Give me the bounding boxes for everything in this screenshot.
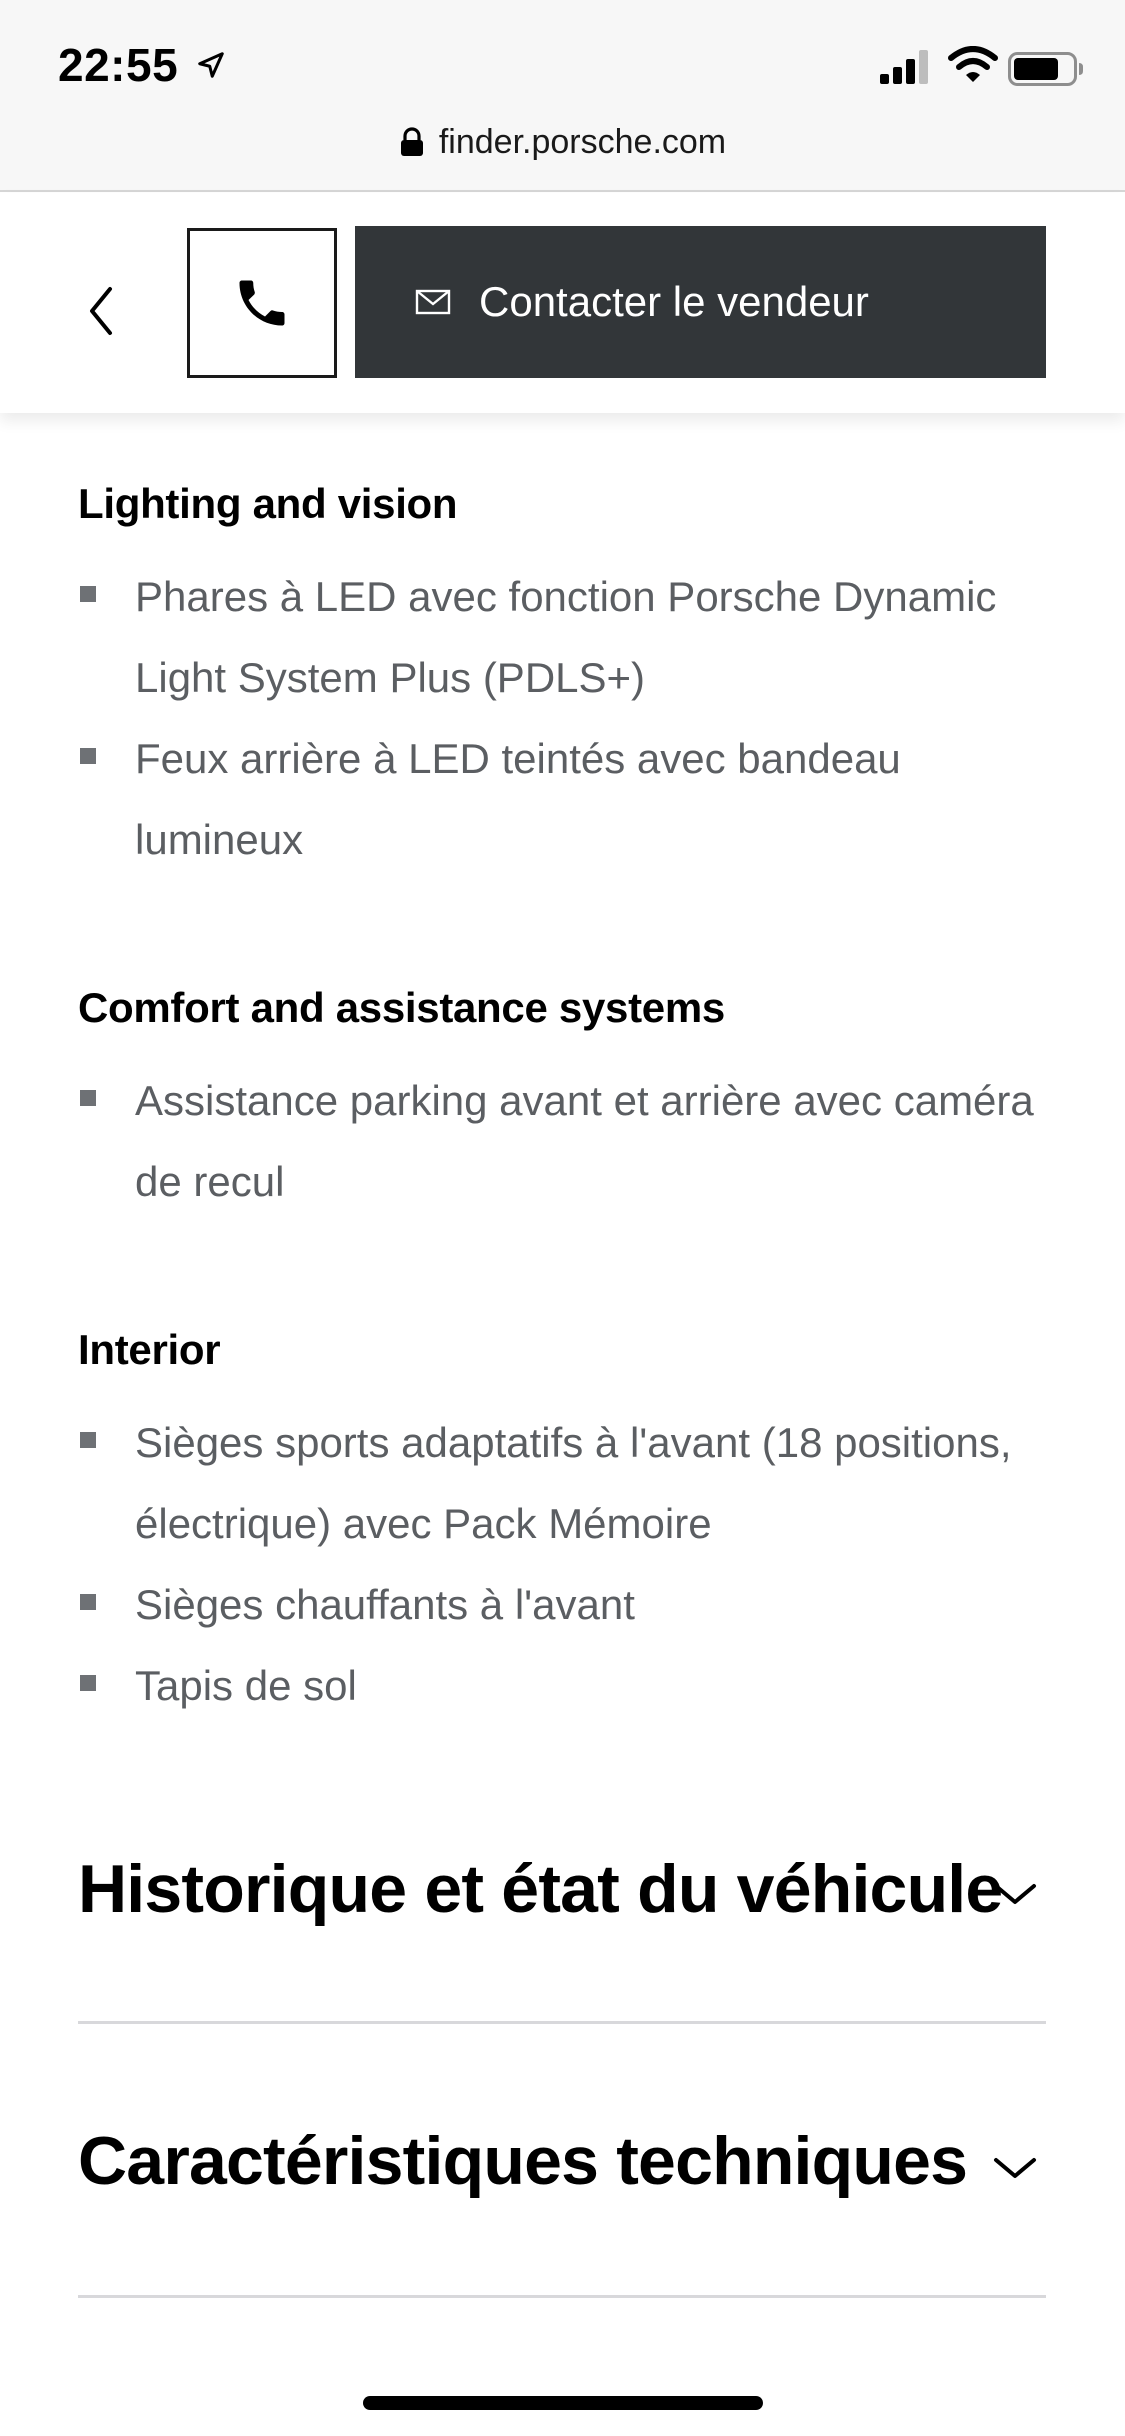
bullet-icon bbox=[80, 748, 96, 764]
section-interior bbox=[78, 1326, 1046, 1726]
contact-seller-button[interactable] bbox=[355, 226, 1046, 378]
section-title: Lighting and vision bbox=[78, 480, 458, 527]
list-item: Assistance parking avant et arrière avec caméra de recul bbox=[78, 1060, 1046, 1222]
contact-seller-label: Contacter le vendeur bbox=[479, 278, 869, 325]
address-bar[interactable] bbox=[0, 118, 1125, 166]
lock-icon bbox=[399, 127, 425, 157]
bullet-icon bbox=[80, 586, 96, 602]
feature-list bbox=[78, 1060, 1046, 1222]
action-header bbox=[0, 193, 1125, 413]
bullet-icon bbox=[80, 1594, 96, 1610]
section-title: Comfort and assistance systems bbox=[78, 984, 725, 1031]
chevron-down-icon bbox=[992, 2154, 1038, 2182]
section-title: Interior bbox=[78, 1326, 221, 1373]
location-arrow-icon bbox=[196, 50, 226, 80]
status-time: 22:55 bbox=[58, 39, 179, 91]
accordion-title: Caractéristiques techniques bbox=[78, 2123, 968, 2199]
bullet-icon bbox=[80, 1432, 96, 1448]
section-lighting bbox=[78, 480, 1046, 880]
list-item: Tapis de sol bbox=[78, 1645, 1046, 1726]
call-button[interactable] bbox=[187, 228, 337, 378]
accordion-vehicle-history[interactable] bbox=[78, 1780, 1046, 2024]
home-indicator[interactable] bbox=[363, 2396, 763, 2410]
chevron-down-icon bbox=[992, 1880, 1038, 1908]
list-item: Phares à LED avec fonction Porsche Dynamic Light System Plus (PDLS+) bbox=[78, 556, 1046, 718]
cellular-signal-icon bbox=[880, 50, 932, 84]
accordion-technical-specs[interactable] bbox=[78, 2024, 1046, 2298]
list-item: Sièges sports adaptatifs à l'avant (18 positions, électrique) avec Pack Mémoire bbox=[78, 1402, 1046, 1564]
list-item: Feux arrière à LED teintés avec bandeau lumineux bbox=[78, 718, 1046, 880]
bullet-icon bbox=[80, 1090, 96, 1106]
section-comfort bbox=[78, 984, 1046, 1222]
wifi-icon bbox=[948, 46, 998, 84]
phone-icon bbox=[232, 273, 292, 333]
envelope-icon bbox=[415, 288, 451, 316]
feature-list bbox=[78, 556, 1046, 880]
list-item: Sièges chauffants à l'avant bbox=[78, 1564, 1046, 1645]
battery-icon bbox=[1008, 52, 1084, 86]
url-text: finder.porsche.com bbox=[438, 122, 727, 161]
bullet-icon bbox=[80, 1675, 96, 1691]
accordion-title: Historique et état du véhicule bbox=[78, 1851, 1003, 1927]
browser-chrome bbox=[0, 0, 1125, 192]
chevron-left-icon[interactable] bbox=[80, 283, 120, 339]
feature-list bbox=[78, 1402, 1046, 1726]
